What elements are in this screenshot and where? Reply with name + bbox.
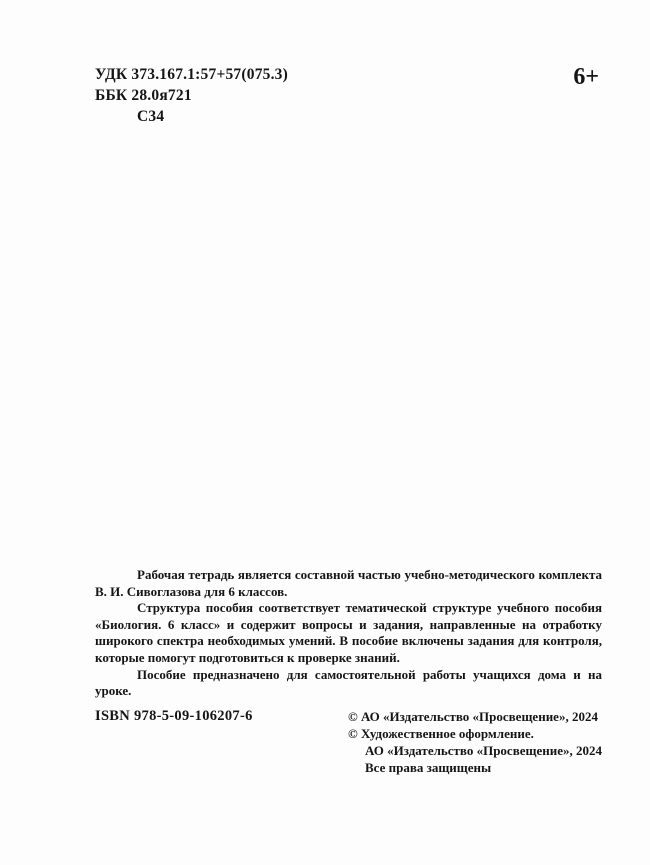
copyright-line-publisher-2: АО «Издательство «Просвещение», 2024 xyxy=(364,743,602,758)
isbn-number: ISBN 978-5-09-106207-6 xyxy=(95,708,253,724)
annotation-block xyxy=(95,567,602,700)
annotation-paragraph-1: Рабочая тетрадь является составной частью учебно-методического комплекта В. И. Сивоглазова для 6 классов. xyxy=(95,567,602,599)
classification-code: С34 xyxy=(137,108,165,125)
copyright-line-artwork: © Художественное оформление. xyxy=(347,726,534,741)
copyright-line-rights: Все права защищены xyxy=(364,760,492,775)
bbk-code: ББК 28.0я721 xyxy=(95,87,192,104)
udk-code: УДК 373.167.1:57+57(075.3) xyxy=(95,66,288,83)
imprint-footer xyxy=(95,708,602,776)
annotation-paragraph-3: Пособие предназначено для самостоятельной работы учащихся дома и на уроке. xyxy=(95,666,602,699)
copyright-line-publisher: © АО «Издательство «Просвещение», 2024 xyxy=(347,709,598,724)
copyright-block xyxy=(348,708,602,776)
bibliographic-codes xyxy=(95,64,288,127)
annotation-paragraph-2: Структура пособия соответствует тематической структуре учебного пособия «Биология. 6 класс» и содержит вопросы и задания, направленные на отработку широкого спектра необходимых умений. В пособие включены задания для контроля, которые помогут подготовиться к проверке знаний. xyxy=(95,600,602,665)
age-rating-badge: 6+ xyxy=(573,64,599,90)
